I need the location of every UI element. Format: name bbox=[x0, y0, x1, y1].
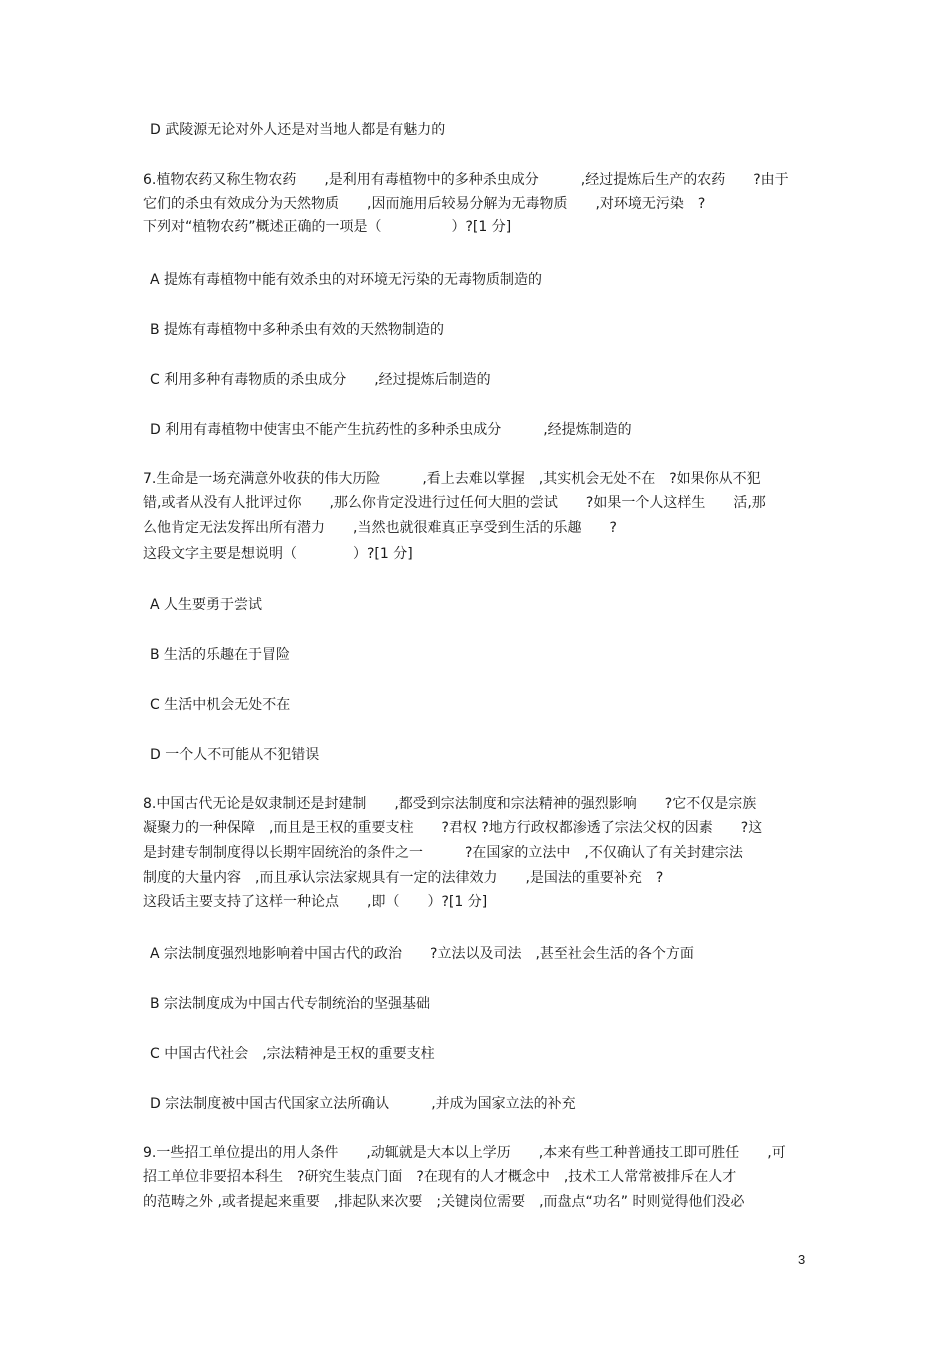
q9-stem-line-1: 9.一些招工单位提出的用人条件 ,动辄就是大本以上学历 ,本来有些工种普通技工即可胜任 ,可 bbox=[143, 1145, 786, 1161]
q6-option-b: B 提炼有毒植物中多种杀虫有效的天然物制造的 bbox=[150, 322, 445, 338]
q7-stem-line-2: 错,或者从没有人批评过你 ,那么你肯定没进行过任何大胆的尝试 ?如果一个人这样生 活,那 bbox=[143, 495, 766, 511]
q8-stem-line-2: 凝聚力的一种保障 ,而且是王权的重要支柱 ?君权 ?地方行政权都渗透了宗法父权的因素 ?这 bbox=[143, 820, 763, 836]
q7-option-d: D 一个人不可能从不犯错误 bbox=[150, 747, 320, 763]
q8-stem-line-1: 8.中国古代无论是奴隶制还是封建制 ,都受到宗法制度和宗法精神的强烈影响 ?它不仅是宗族 bbox=[143, 796, 757, 812]
q8-option-b: B 宗法制度成为中国古代专制统治的坚强基础 bbox=[150, 996, 431, 1012]
q8-option-c: C 中国古代社会 ,宗法精神是王权的重要支柱 bbox=[150, 1046, 435, 1062]
q7-option-c: C 生活中机会无处不在 bbox=[150, 697, 291, 713]
q8-option-a: A 宗法制度强烈地影响着中国古代的政治 ?立法以及司法 ,甚至社会生活的各个方面 bbox=[150, 946, 694, 962]
q9-stem-line-2: 招工单位非要招本科生 ?研究生装点门面 ?在现有的人才概念中 ,技术工人常常被排斥在人才 bbox=[143, 1169, 737, 1185]
q5-option-d: D 武陵源无论对外人还是对当地人都是有魅力的 bbox=[150, 122, 446, 138]
q6-option-a: A 提炼有毒植物中能有效杀虫的对环境无污染的无毒物质制造的 bbox=[150, 272, 543, 288]
q7-option-b: B 生活的乐趣在于冒险 bbox=[150, 647, 291, 663]
q6-option-c: C 利用多种有毒物质的杀虫成分 ,经过提炼后制造的 bbox=[150, 372, 491, 388]
q6-option-d: D 利用有毒植物中使害虫不能产生抗药性的多种杀虫成分 ,经提炼制造的 bbox=[150, 422, 632, 438]
q7-question: 这段文字主要是想说明（ ）?[1 分] bbox=[143, 546, 413, 562]
q6-stem-line-1: 6.植物农药又称生物农药 ,是利用有毒植物中的多种杀虫成分 ,经过提炼后生产的农药 ?由于 bbox=[143, 172, 789, 188]
q9-stem-line-3: 的范畴之外 ,或者提起来重要 ,排起队来次要 ;关键岗位需要 ,而盘点“功名” 时则觉得他们没必 bbox=[143, 1194, 745, 1210]
q7-stem-line-3: 么他肯定无法发挥出所有潜力 ,当然也就很难真正享受到生活的乐趣 ? bbox=[143, 520, 617, 536]
q8-stem-line-3: 是封建专制制度得以长期牢固统治的条件之一 ?在国家的立法中 ,不仅确认了有关封建宗法 bbox=[143, 845, 743, 861]
q7-option-a: A 人生要勇于尝试 bbox=[150, 597, 263, 613]
q6-stem-line-2: 它们的杀虫有效成分为天然物质 ,因而施用后较易分解为无毒物质 ,对环境无污染 ? bbox=[143, 196, 706, 212]
q7-stem-line-1: 7.生命是一场充满意外收获的伟大历险 ,看上去难以掌握 ,其实机会无处不在 ?如果你从不犯 bbox=[143, 471, 761, 487]
q8-option-d: D 宗法制度被中国古代国家立法所确认 ,并成为国家立法的补充 bbox=[150, 1096, 576, 1112]
q6-question: 下列对“植物农药”概述正确的一项是（ ）?[1 分] bbox=[143, 219, 512, 235]
q8-question: 这段话主要支持了这样一种论点 ,即（ ）?[1 分] bbox=[143, 894, 488, 910]
q8-stem-line-4: 制度的大量内容 ,而且承认宗法家规具有一定的法律效力 ,是国法的重要补充 ? bbox=[143, 870, 664, 886]
page-number: 3 bbox=[798, 1252, 806, 1267]
